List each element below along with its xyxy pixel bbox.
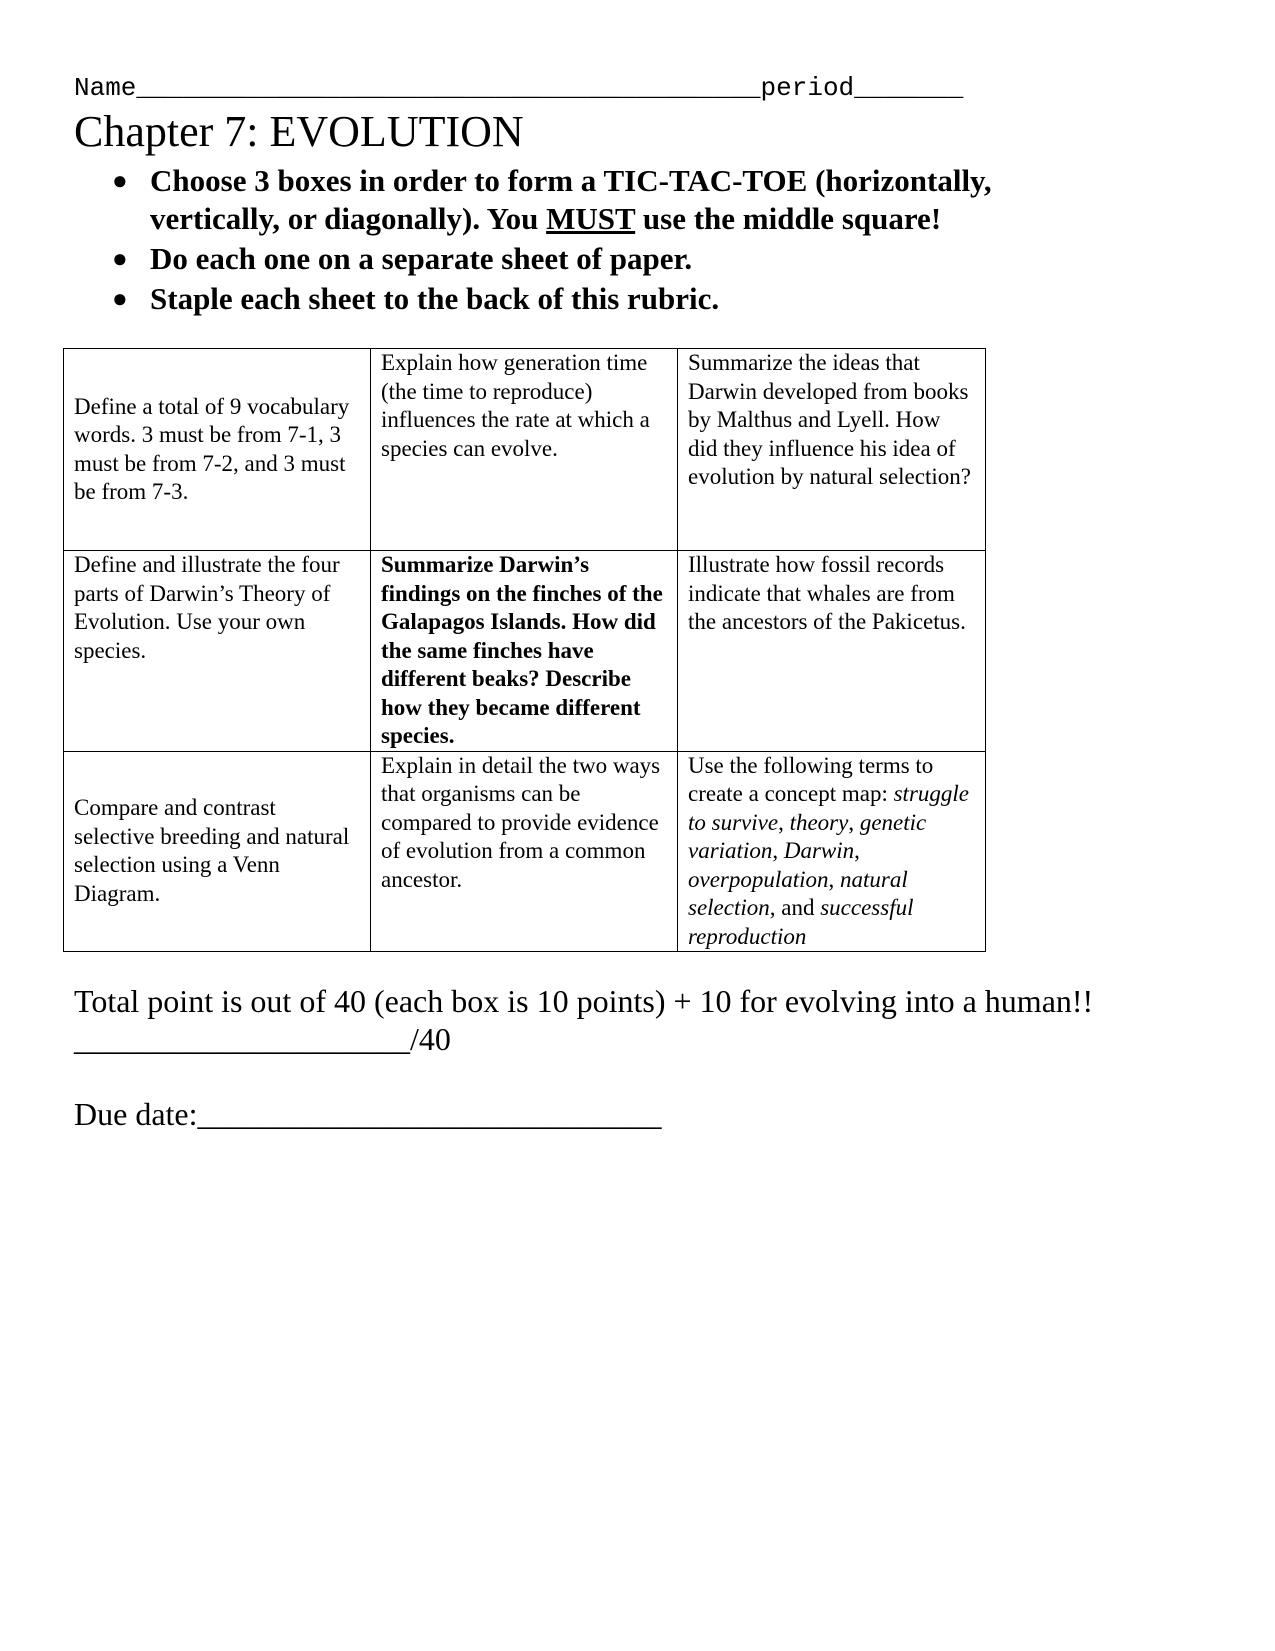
instruction-text: Staple each sheet to the back of this rubric. [150, 281, 720, 316]
bullet-icon: ● [112, 244, 128, 273]
instruction-item-staple [112, 280, 1112, 318]
total-points-text: Total point is out of 40 (each box is 10 points) + 10 for evolving into a human!! [74, 983, 1094, 1019]
cell-text: Explain in detail the two ways that organisms can be compared to provide evidence of evolution from a common ancestor. [381, 752, 661, 892]
cell-text: Summarize Darwin’s findings on the finches of the Galapagos Islands. How did the same finches have different beaks? Describe how they became different species. [381, 552, 663, 748]
instruction-item-tic-tac-toe [112, 162, 1112, 238]
score-denominator: /40 [410, 1021, 451, 1057]
name-label: Name [74, 73, 137, 103]
grid-cell-generation-time [371, 349, 678, 551]
separator: , [772, 838, 784, 863]
concept-term: successful reproduction [688, 895, 914, 949]
concept-term: Darwin [783, 838, 855, 863]
cell-text: Define and illustrate the four parts of Darwin’s Theory of Evolution. Use your own species. [74, 552, 340, 663]
instruction-item-separate-sheet [112, 240, 1112, 278]
concept-term: struggle to survive [688, 781, 969, 835]
separator: , [778, 809, 790, 835]
grid-row [64, 349, 986, 551]
instructions-list [112, 162, 1112, 318]
period-blank: _______ [854, 73, 964, 103]
instruction-text: Choose 3 boxes in order to form a TIC-TAC-TOE (horizontally, vertically, or diagonally). You [150, 163, 992, 236]
grid-cell-middle-finches [371, 551, 678, 752]
period-label: period [760, 73, 855, 103]
grid-row [64, 751, 986, 952]
bullet-icon: ● [112, 284, 128, 313]
grid-cell-darwin-theory [64, 551, 371, 752]
cell-text: Summarize the ideas that Darwin developed from books by Malthus and Lyell. How did they influence his idea of evolution by natural selection? [688, 350, 971, 489]
separator: , [848, 809, 860, 835]
grid-cell-fossil-records [678, 551, 986, 752]
separator: , [769, 895, 782, 920]
due-date-blank: _____________________________ [197, 1096, 662, 1132]
score-line [74, 1020, 451, 1058]
instruction-text: use the middle square! [635, 201, 942, 236]
concept-term: overpopulation [688, 866, 829, 892]
grid-cell-malthus-lyell [678, 349, 986, 551]
concept-term: theory [789, 809, 849, 835]
concept-term: natural selection [688, 866, 908, 920]
name-blank: ________________________________________ [136, 73, 761, 103]
cell-text: Define a total of 9 vocabulary words. 3 must be from 7-1, 3 must be from 7-2, and 3 must be from 7-3. [74, 393, 350, 504]
grid-cell-common-ancestor [371, 751, 678, 952]
name-period-line [74, 72, 963, 104]
cell-text: Illustrate how fossil records indicate that whales are from the ancestors of the Pakicetus. [688, 552, 966, 634]
grid-row [64, 551, 986, 752]
grid-cell-vocabulary [64, 349, 371, 551]
cell-text: Explain how generation time (the time to reproduce) influences the rate at which a species can evolve. [381, 350, 650, 461]
separator: , [828, 866, 841, 892]
due-date-label: Due date: [74, 1096, 198, 1132]
and-word: and [781, 895, 815, 920]
separator: , [854, 838, 860, 863]
tic-tac-toe-grid [63, 348, 986, 952]
due-date-line [74, 1094, 662, 1134]
concept-term: genetic variation [688, 809, 927, 863]
bullet-icon: ● [112, 166, 128, 195]
grid-cell-concept-map [678, 751, 986, 952]
must-emphasis: MUST [546, 201, 636, 236]
grid-cell-venn-diagram [64, 751, 371, 952]
instruction-text: Do each one on a separate sheet of paper. [150, 241, 693, 276]
cell-text: Compare and contrast selective breeding and natural selection using a Venn Diagram. [74, 795, 350, 906]
page-title: Chapter 7: EVOLUTION [74, 107, 524, 156]
score-blank: _____________________ [74, 1021, 410, 1057]
cell-text: Use the following terms to create a concept map: [688, 752, 934, 806]
